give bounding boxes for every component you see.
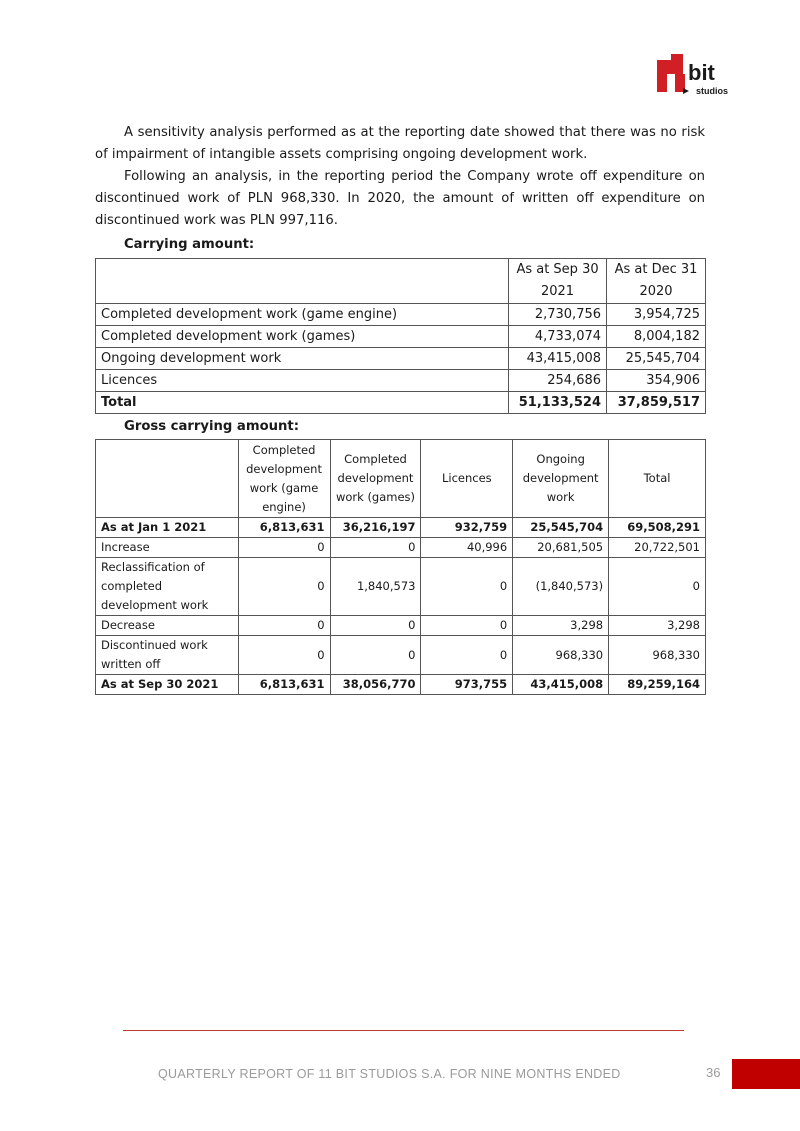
header-cell: Total xyxy=(609,440,706,518)
value-cell: 0 xyxy=(238,616,330,636)
value-cell: 20,722,501 xyxy=(609,538,706,558)
value-cell: 0 xyxy=(421,558,513,616)
company-logo xyxy=(655,52,737,100)
value-cell: 43,415,008 xyxy=(513,675,609,695)
svg-text:bit: bit xyxy=(688,60,715,85)
value-cell: 932,759 xyxy=(421,518,513,538)
table-row xyxy=(96,370,706,392)
value-cell: 38,056,770 xyxy=(330,675,421,695)
value-cell: 40,996 xyxy=(421,538,513,558)
value-cell: 0 xyxy=(330,636,421,675)
value-cell: 354,906 xyxy=(607,370,706,392)
value-cell: 6,813,631 xyxy=(238,518,330,538)
row-label: Increase xyxy=(96,538,239,558)
value-cell: 4,733,074 xyxy=(509,326,607,348)
header-cell xyxy=(96,440,239,518)
row-label: Licences xyxy=(96,370,509,392)
write-off-paragraph: Following an analysis, in the reporting period the Company wrote off expenditure on discontinued work of PLN 968,330. In 2020, the amount of written off expenditure on discontinued work was PLN 997,116. xyxy=(95,169,705,228)
value-cell: 20,681,505 xyxy=(513,538,609,558)
footer-accent-bar xyxy=(732,1059,800,1089)
value-cell: 0 xyxy=(421,616,513,636)
value-cell: 0 xyxy=(238,538,330,558)
value-cell: 36,216,197 xyxy=(330,518,421,538)
header-cell xyxy=(96,259,509,304)
value-cell: 973,755 xyxy=(421,675,513,695)
row-label: As at Sep 30 2021 xyxy=(96,675,239,695)
value-cell: 3,298 xyxy=(513,616,609,636)
row-label: Discontinued work written off xyxy=(96,636,239,675)
table-row xyxy=(96,538,706,558)
value-cell: 43,415,008 xyxy=(509,348,607,370)
footer-report-title: QUARTERLY REPORT OF 11 BIT STUDIOS S.A. FOR NINE MONTHS ENDED xyxy=(158,1067,621,1081)
svg-text:studios: studios xyxy=(696,86,729,96)
header-cell: Completed development work (game engine) xyxy=(238,440,330,518)
value-cell: 254,686 xyxy=(509,370,607,392)
value-cell: 968,330 xyxy=(513,636,609,675)
value-cell: 1,840,573 xyxy=(330,558,421,616)
table-row xyxy=(96,518,706,538)
gross-carrying-amount-table xyxy=(95,439,706,695)
value-cell: 25,545,704 xyxy=(607,348,706,370)
value-cell: 8,004,182 xyxy=(607,326,706,348)
page-number: 36 xyxy=(706,1065,721,1080)
table-header-row xyxy=(96,259,706,304)
header-cell: As at Dec 31 2020 xyxy=(607,259,706,304)
value-cell: 6,813,631 xyxy=(238,675,330,695)
total-row xyxy=(96,392,706,414)
value-cell: 37,859,517 xyxy=(607,392,706,414)
row-label: As at Jan 1 2021 xyxy=(96,518,239,538)
value-cell: 0 xyxy=(609,558,706,616)
table-row xyxy=(96,348,706,370)
value-cell: (1,840,573) xyxy=(513,558,609,616)
header-cell: Licences xyxy=(421,440,513,518)
table-row xyxy=(96,616,706,636)
value-cell: 3,298 xyxy=(609,616,706,636)
table-header-row xyxy=(96,440,706,518)
carrying-amount-table xyxy=(95,258,706,414)
table-row xyxy=(96,636,706,675)
header-cell: As at Sep 30 2021 xyxy=(509,259,607,304)
sensitivity-paragraph: A sensitivity analysis performed as at the reporting date showed that there was no risk of impairment of intangible assets comprising ongoing development work. xyxy=(95,125,705,162)
value-cell: 69,508,291 xyxy=(609,518,706,538)
table-row xyxy=(96,675,706,695)
11-bit-studios-logo-icon xyxy=(655,52,737,100)
gross-carrying-amount-title: Gross carrying amount: xyxy=(124,419,299,434)
value-cell: 0 xyxy=(238,558,330,616)
row-label: Decrease xyxy=(96,616,239,636)
table-row xyxy=(96,558,706,616)
row-label: Reclassification of completed development work xyxy=(96,558,239,616)
value-cell: 89,259,164 xyxy=(609,675,706,695)
carrying-amount-title: Carrying amount: xyxy=(124,237,255,252)
footer-divider xyxy=(123,1030,684,1031)
value-cell: 0 xyxy=(238,636,330,675)
value-cell: 0 xyxy=(330,538,421,558)
value-cell: 0 xyxy=(421,636,513,675)
value-cell: 51,133,524 xyxy=(509,392,607,414)
row-label: Total xyxy=(96,392,509,414)
table-row xyxy=(96,304,706,326)
value-cell: 25,545,704 xyxy=(513,518,609,538)
table-row xyxy=(96,326,706,348)
value-cell: 2,730,756 xyxy=(509,304,607,326)
row-label: Completed development work (game engine) xyxy=(96,304,509,326)
header-cell: Ongoing development work xyxy=(513,440,609,518)
header-cell: Completed development work (games) xyxy=(330,440,421,518)
value-cell: 0 xyxy=(330,616,421,636)
value-cell: 3,954,725 xyxy=(607,304,706,326)
row-label: Completed development work (games) xyxy=(96,326,509,348)
value-cell: 968,330 xyxy=(609,636,706,675)
row-label: Ongoing development work xyxy=(96,348,509,370)
